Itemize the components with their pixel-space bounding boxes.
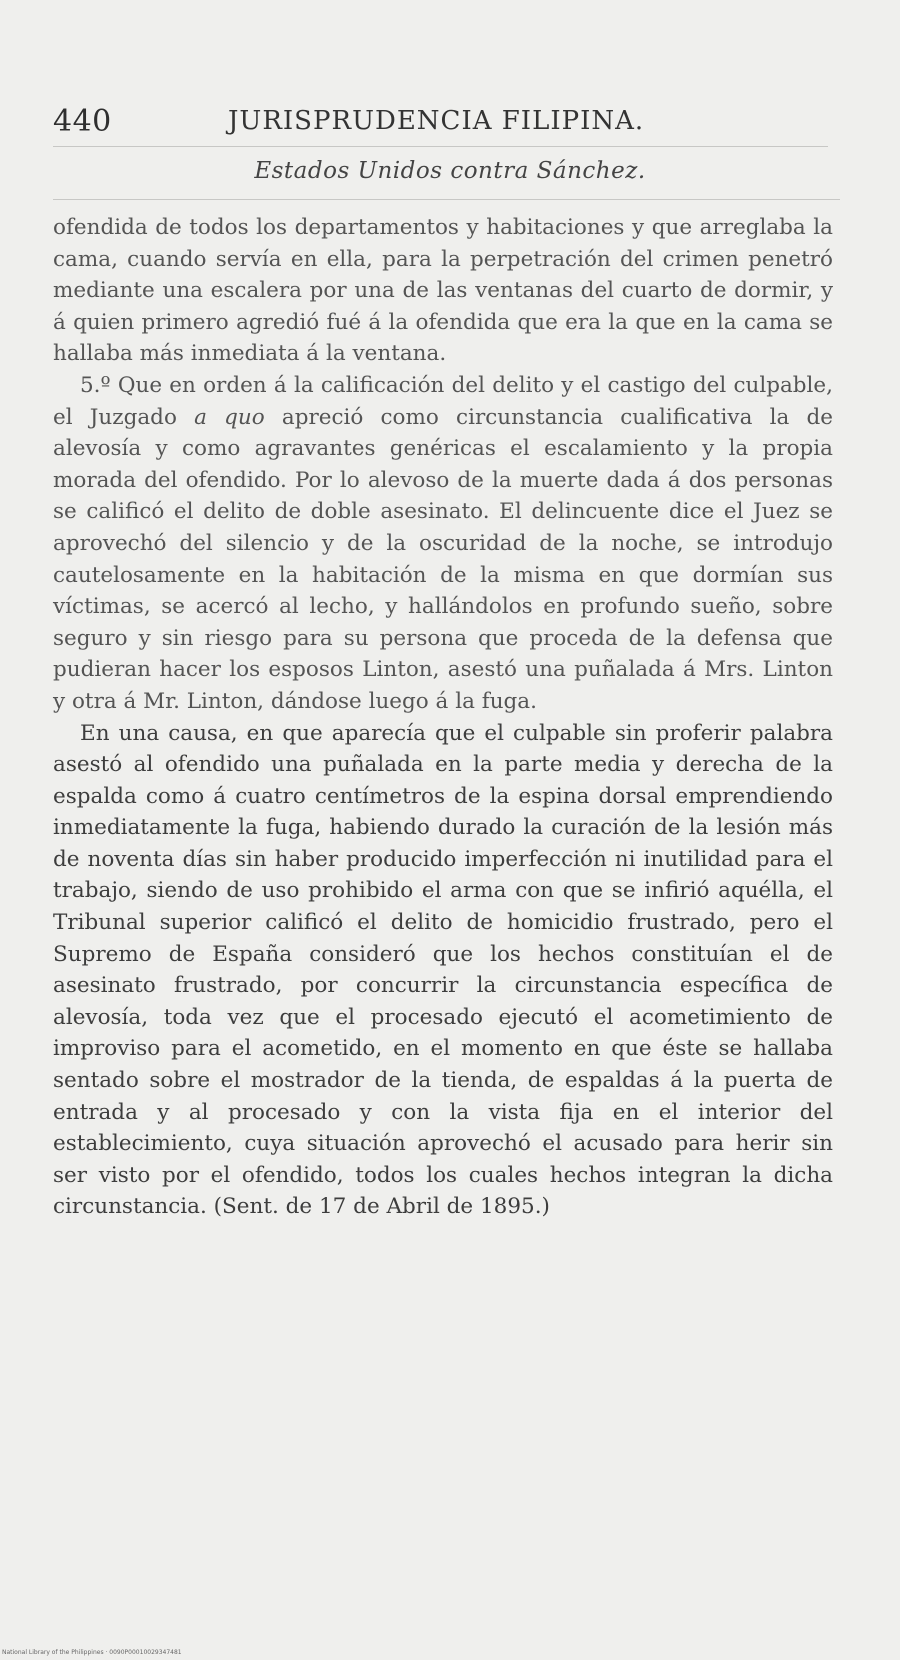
library-credit: National Library of the Philippines · 0090P00010029347481 bbox=[2, 1649, 182, 1656]
paragraph-1: ofendida de todos los departamentos y habitaciones y que arreglaba la cama, cuando servía en ella, para la perpetración del crimen penetró mediante una escalera por una de las ventanas del cuarto de dormir, y á quien primero agredió fué á la ofendida que era la que en la cama se hallaba más inmediata á la ventana. bbox=[53, 215, 833, 367]
paragraph-3: En una causa, en que aparecía que el culpable sin proferir palabra asestó al ofendido una puñalada en la parte media y derecha de la espalda como á cuatro centímetros de la espina dorsal emprendiendo inmediatamente la fuga, habiendo durado la curación de la lesión más de noventa días sin haber producido imperfección ni inutilidad para el trabajo, siendo de uso prohibido el arma con que se infirió aquélla, el Tribunal superior calificó el delito de homicidio frustrado, pero el Supremo de España consideró que los hechos constituían el de asesinato frustrado, por concurrir la circunstancia específica de alevosía, toda vez que el procesado ejecutó el acometimiento de improviso para el acometido, en el momento en que éste se hallaba sentado sobre el mostrador de la tienda, de espaldas á la puerta de entrada y al procesado y con la vista fija en el interior del establecimiento, cuya situación aprovechó el acusado para herir sin ser visto por el ofendido, todos los cuales hechos integran la dicha circunstancia. (Sent. de 17 de Abril de 1895.) bbox=[53, 720, 833, 1220]
header-rule-top bbox=[53, 146, 828, 147]
header-rule-bottom bbox=[53, 199, 840, 200]
journal-title: JURISPRUDENCIA FILIPINA. bbox=[228, 106, 645, 136]
body-text bbox=[53, 212, 833, 1223]
running-head bbox=[53, 104, 838, 148]
paragraph-2-part-b: apreció como circunstancia cualificativa la de alevosía y como agravantes genéricas el escalamiento y la propia morada del ofendido. Por lo alevoso de la muerte dada á dos personas se calificó el delito de doble asesinato. El delincuente dice el Juez se aprovechó del silencio y de la oscuridad de la noche, se introdujo cautelosamente en la habitación de la misma en que dormían sus víctimas, se acercó al lecho, y hallándolos en profundo sueño, sobre seguro y sin riesgo para su persona que proceda de la defensa que pudieran hacer los esposos Linton, asestó una puñalada á Mrs. Linton y otra á Mr. Linton, dándose luego á la fuga. bbox=[53, 404, 833, 714]
paragraph-2 bbox=[53, 370, 833, 718]
case-title: Estados Unidos contra Sánchez. bbox=[254, 158, 646, 184]
page-number: 440 bbox=[53, 104, 112, 139]
latin-term: a quo bbox=[194, 404, 265, 430]
paragraph-2-part-a: 5.º Que en orden á la calificación del delito y el castigo del culpable, el Juzgado bbox=[53, 372, 833, 430]
